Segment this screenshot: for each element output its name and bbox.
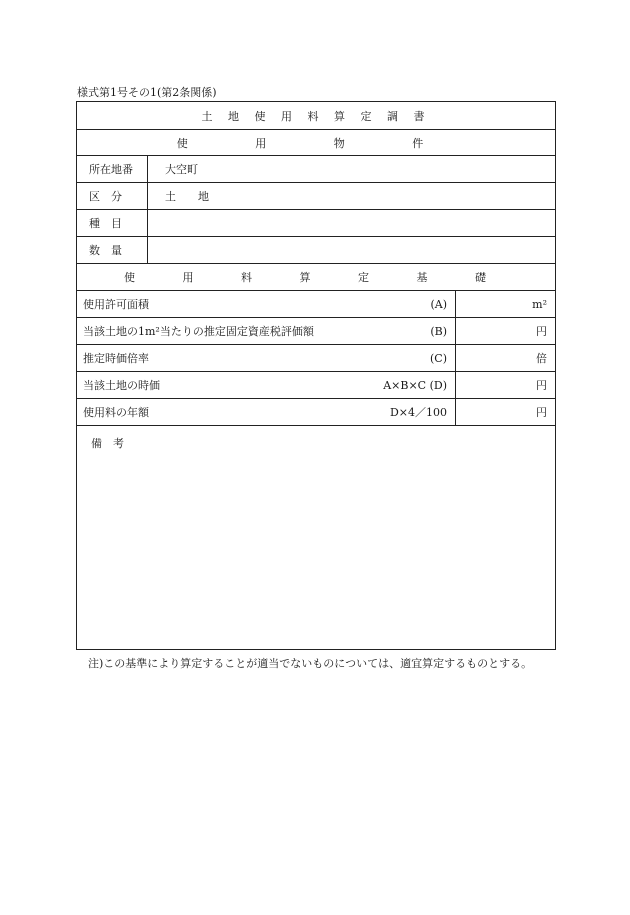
column-divider — [455, 372, 456, 398]
calc-row-market-value — [77, 372, 555, 399]
section-property-row — [77, 130, 555, 156]
property-row-quantity — [77, 237, 555, 264]
calc-row-annual-fee — [77, 399, 555, 426]
property-row-location — [77, 156, 555, 183]
calc-row-multiplier — [77, 345, 555, 372]
calc-label: 推定時価倍率 — [83, 352, 149, 365]
remarks-label: 備 考 — [91, 437, 124, 450]
calc-label: 使用料の年額 — [83, 406, 149, 419]
land-fee-form — [76, 101, 556, 650]
section-basis-row — [77, 264, 555, 291]
calc-row-valuation — [77, 318, 555, 345]
property-label: 数 量 — [77, 237, 148, 263]
calc-label: 使用許可面積 — [83, 298, 149, 311]
property-value[interactable]: 土 地 — [165, 190, 209, 203]
column-divider — [455, 291, 456, 317]
title-row — [77, 102, 555, 130]
calc-row-area — [77, 291, 555, 318]
property-row-type — [77, 210, 555, 237]
calc-unit: 円 — [536, 379, 547, 392]
property-row-category — [77, 183, 555, 210]
calc-code: (B) — [430, 324, 447, 338]
form-title: 土 地 使 用 料 算 定 調 書 — [201, 109, 431, 123]
section-basis-title: 使 用 料 算 定 基 礎 — [124, 271, 508, 284]
calc-unit: 円 — [536, 406, 547, 419]
property-value[interactable]: 大空町 — [165, 163, 198, 176]
property-label: 区 分 — [77, 183, 148, 209]
calc-unit: m² — [532, 297, 547, 311]
footnote: 注)この基準により算定することが適当でないものについては、適宜算定するものとする。 — [88, 657, 533, 670]
column-divider — [455, 345, 456, 371]
section-property-title: 使 用 物 件 — [176, 136, 456, 150]
calc-unit: 円 — [536, 325, 547, 338]
column-divider — [455, 399, 456, 425]
calc-code: (A) — [430, 297, 447, 311]
property-label: 所在地番 — [77, 156, 148, 182]
calc-label: 当該土地の時価 — [83, 379, 160, 392]
calc-label: 当該土地の1m²当たりの推定固定資産税評価額 — [83, 325, 314, 338]
calc-unit: 倍 — [536, 352, 547, 365]
calc-code: (C) — [430, 351, 447, 365]
calc-code: A×B×C (D) — [383, 378, 447, 392]
calc-code: D×4／100 — [389, 406, 447, 419]
property-label: 種 目 — [77, 210, 148, 236]
column-divider — [455, 318, 456, 344]
form-number-label: 様式第1号その1(第2条関係) — [77, 86, 217, 99]
